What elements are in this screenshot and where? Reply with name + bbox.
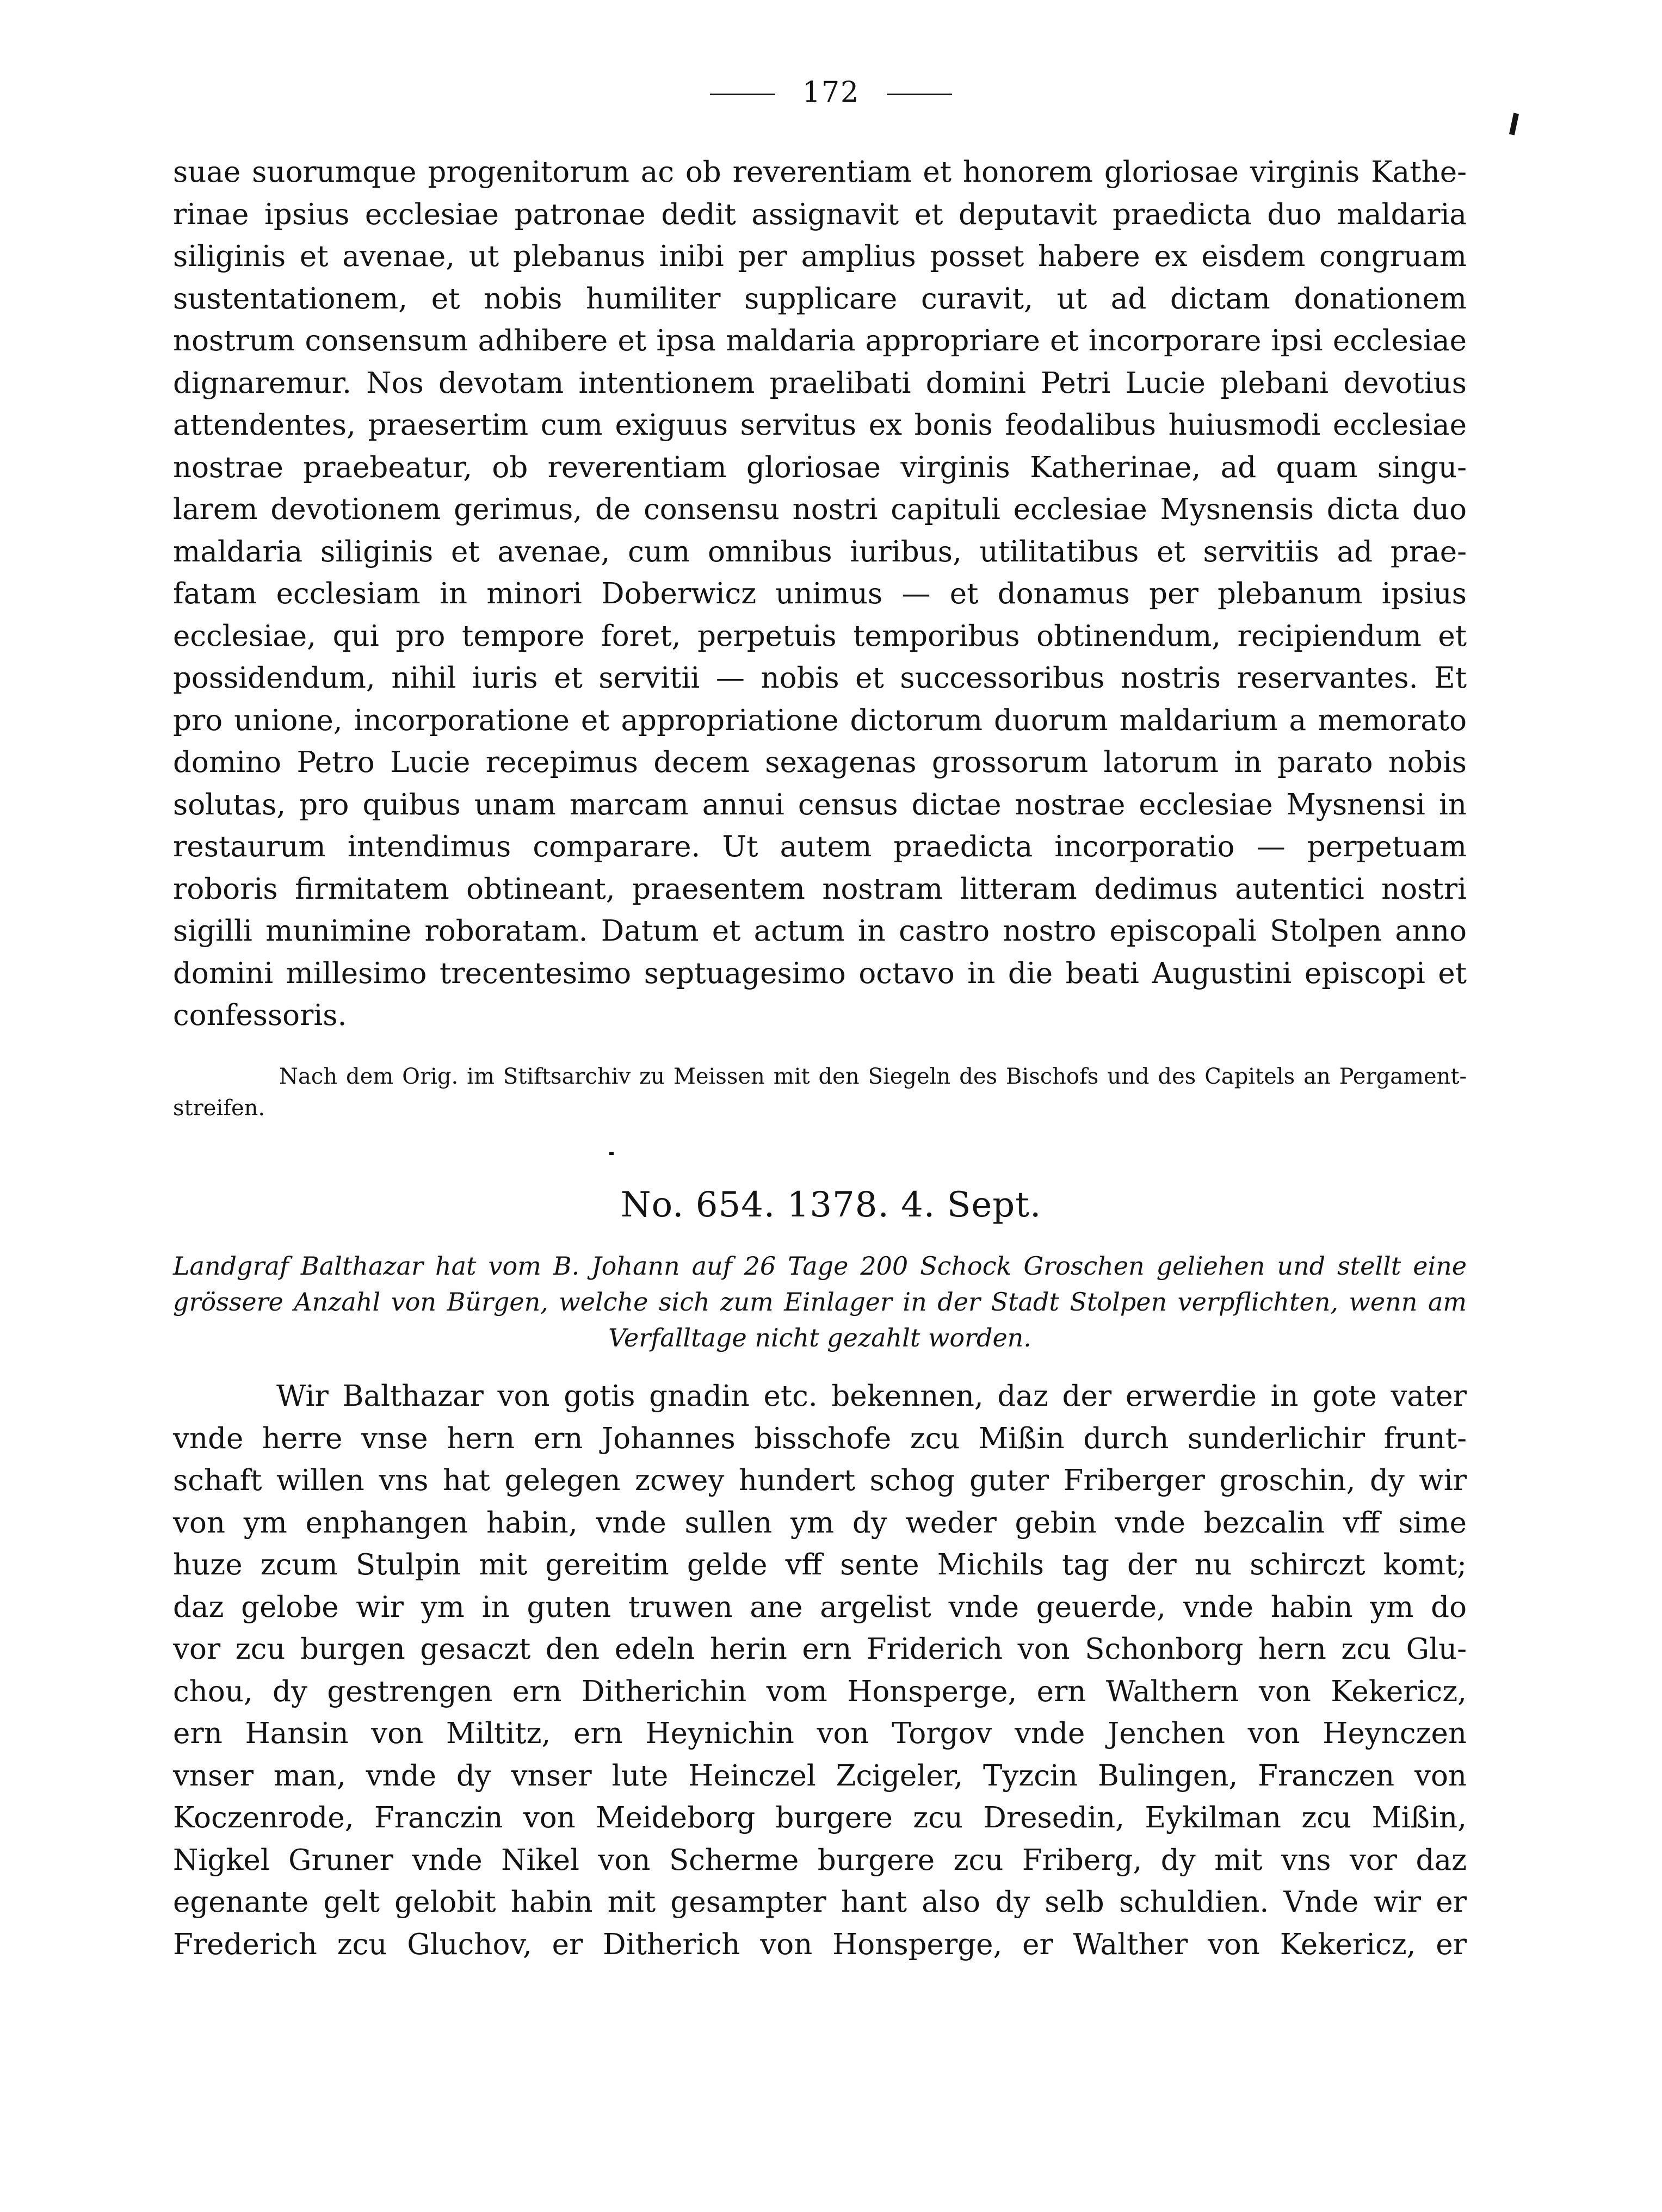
text-line: huze zcum Stulpin mit gereitim gelde vff sente Michils tag der nu schirczt komt; [173, 1548, 1467, 1581]
text-line: rinae ipsius ecclesiae patronae dedit assignavit et deputavit praedicta duo maldaria [173, 197, 1467, 231]
german-charter-text [173, 1375, 1467, 1966]
text-line: sustentationem, et nobis humiliter supplicare curavit, ut ad dictam donationem [173, 282, 1467, 316]
text-line: attendentes, praesertim cum exiguus servitus ex bonis feodalibus huiusmodi ecclesiae [173, 409, 1467, 442]
text-line: restaurum intendimus comparare. Ut autem praedicta incorporatio — perpetuam [173, 830, 1467, 863]
separator-dot [609, 1152, 614, 1155]
text-line: maldaria siliginis et avenae, cum omnibus iuribus, utilitatibus et servitiis ad prae- [173, 535, 1467, 569]
text-line: Wir Balthazar von gotis gnadin etc. bekennen, daz der erwerdie in gote vater [276, 1380, 1467, 1413]
text-line: ern Hansin von Miltitz, ern Heynichin von Torgov vnde Jenchen von Heynczen [173, 1717, 1467, 1750]
text-line: nostrum consensum adhibere et ipsa maldaria appropriare et incorporare ipsi ecclesiae [173, 324, 1467, 357]
text-line: egenante gelt gelobit habin mit gesampter hant also dy selb schuldien. Vnde wir er [173, 1886, 1467, 1919]
text-line: confessoris. [173, 999, 347, 1032]
text-line: pro unione, incorporatione et appropriatione dictorum duorum maldarium a memorato [173, 703, 1467, 737]
text-line: schaft willen vns hat gelegen zcwey hundert schog guter Friberger groschin, dy wir [173, 1464, 1467, 1497]
text-line: chou, dy gestrengen ern Ditherichin vom Honsperge, ern Walthern von Kekericz, [173, 1675, 1467, 1708]
document-heading: No. 654. 1378. 4. Sept. [620, 1185, 1042, 1225]
text-line: roboris firmitatem obtineant, praesentem nostram litteram dedimus autentici nostri [173, 872, 1467, 906]
regest-line: Landgraf Balthazar hat vom B. Johann auf 26 Tage 200 Schock Groschen geliehen und stellt eine [173, 1251, 1467, 1281]
text-line: vor zcu burgen gesaczt den edeln herin ern Friderich von Schonborg hern zcu Glu- [173, 1633, 1467, 1666]
text-line: nostrae praebeatur, ob reverentiam gloriosae virginis Katherinae, ad quam singu- [173, 450, 1467, 484]
regest-summary [173, 1248, 1467, 1356]
text-line: siliginis et avenae, ut plebanus inibi per amplius posset habere ex eisdem congruam [173, 240, 1467, 273]
header-rule-left [710, 94, 775, 95]
text-line: Nigkel Gruner vnde Nikel von Scherme burgere zcu Friberg, dy mit vns vor daz [173, 1843, 1467, 1877]
text-line: possidendum, nihil iuris et servitii — nobis et successoribus nostris reservantes. Et [173, 662, 1467, 695]
text-line: vnser man, vnde dy vnser lute Heinczel Zcigeler, Tyzcin Bulingen, Franczen von [173, 1759, 1467, 1793]
text-line: vnde herre vnse hern ern Johannes bisschofe zcu Mißin durch sunderlichir frunt- [173, 1422, 1467, 1455]
text-line: solutas, pro quibus unam marcam annui census dictae nostrae ecclesiae Mysnensi in [173, 788, 1467, 821]
text-line: fatam ecclesiam in minori Doberwicz unimus — et donamus per plebanum ipsius [173, 577, 1467, 610]
text-line: larem devotionem gerimus, de consensu nostri capituli ecclesiae Mysnensis dicta duo [173, 493, 1467, 526]
margin-mark [1509, 113, 1519, 135]
text-line: dignaremur. Nos devotam intentionem praelibati domini Petri Lucie plebani devotius [173, 366, 1467, 400]
source-note: Nach dem Orig. im Stiftsarchiv zu Meissen mit den Siegeln des Bischofs und des Capitels an Pergament-streifen. [173, 1064, 1467, 1121]
text-line: Frederich zcu Gluchov, er Ditherich von Honsperge, er Walther von Kekericz, er [173, 1927, 1467, 1961]
latin-charter-text [173, 151, 1467, 1037]
header-rule-right [887, 94, 952, 95]
page-number: 172 [802, 76, 860, 109]
text-line: sigilli munimine roboratam. Datum et actum in castro nostro episcopali Stolpen anno [173, 915, 1467, 948]
text-line: domino Petro Lucie recepimus decem sexagenas grossorum latorum in parato nobis [173, 746, 1467, 779]
text-line: ecclesiae, qui pro tempore foret, perpetuis temporibus obtinendum, recipiendum et [173, 619, 1467, 653]
text-line: daz gelobe wir ym in guten truwen ane argelist vnde geuerde, vnde habin ym do [173, 1590, 1467, 1624]
text-line: von ym enphangen habin, vnde sullen ym dy weder gebin vnde bezcalin vff sime [173, 1506, 1467, 1540]
regest-line: grössere Anzahl von Bürgen, welche sich zum Einlager in der Stadt Stolpen verpflichten, wenn am [173, 1287, 1467, 1317]
text-line: suae suorumque progenitorum ac ob reverentiam et honorem gloriosae virginis Kathe- [173, 156, 1467, 189]
text-line: Koczenrode, Franczin von Meideborg burgere zcu Dresedin, Eykilman zcu Mißin, [173, 1801, 1467, 1834]
regest-line: Verfalltage nicht gezahlt worden. [608, 1323, 1031, 1352]
page-header [0, 76, 1662, 109]
text-line: domini millesimo trecentesimo septuagesimo octavo in die beati Augustini episcopi et [173, 956, 1467, 990]
